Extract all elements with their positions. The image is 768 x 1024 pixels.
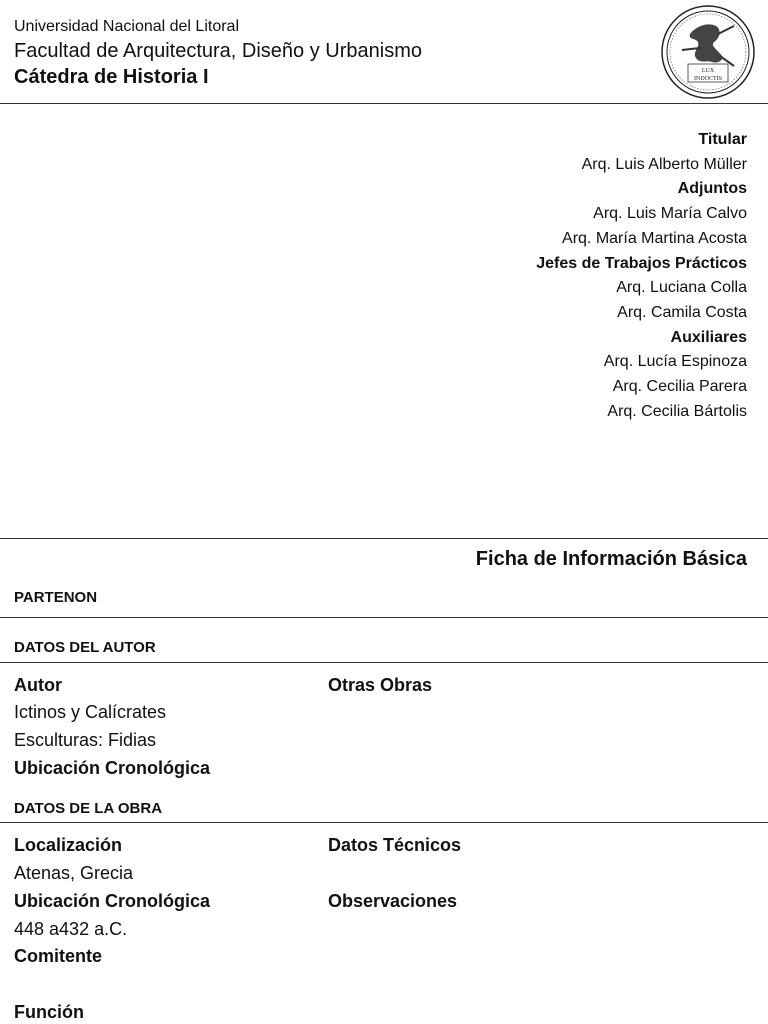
obra-section-heading: DATOS DE LA OBRA (14, 800, 163, 817)
jtp-heading: Jefes de Trabajos Prácticos (536, 254, 747, 272)
obra-ubicacion-label: Ubicación Cronológica (14, 891, 211, 911)
staff-member: Arq. María Martina Acosta (562, 229, 747, 247)
autor-section-heading: DATOS DEL AUTOR (14, 639, 156, 656)
university-name: Universidad Nacional del Litoral (14, 18, 240, 35)
seal-text-lux: LUX (701, 68, 715, 74)
university-seal-icon (660, 4, 756, 100)
localizacion-label: Localización (14, 835, 123, 855)
divider (0, 538, 768, 539)
funcion-label: Función (14, 1002, 84, 1022)
chair-name: Cátedra de Historia I (14, 66, 209, 88)
faculty-name: Facultad de Arquitectura, Diseño y Urbanismo (14, 40, 422, 62)
comitente-label: Comitente (14, 946, 103, 966)
divider (0, 822, 768, 823)
autor-ubicacion-label: Ubicación Cronológica (14, 758, 211, 778)
staff-member: Arq. Cecilia Parera (612, 378, 747, 396)
staff-member: Arq. Camila Costa (617, 303, 747, 321)
work-name: PARTENON (14, 589, 98, 606)
localizacion-value: Atenas, Grecia (14, 863, 134, 883)
autor-value: Ictinos y Calícrates (14, 702, 167, 722)
divider (0, 617, 768, 618)
autor-label: Autor (14, 675, 62, 695)
staff-member: Arq. Cecilia Bártolis (607, 402, 747, 420)
observaciones-label: Observaciones (328, 891, 458, 911)
divider (0, 662, 768, 663)
staff-list (347, 128, 747, 424)
auxiliares-heading: Auxiliares (670, 328, 747, 346)
autor-value: Esculturas: Fidias (14, 730, 157, 750)
staff-member: Arq. Luis Alberto Müller (581, 155, 747, 173)
staff-member: Arq. Luis María Calvo (593, 205, 747, 223)
datos-tecnicos-label: Datos Técnicos (328, 835, 462, 855)
otras-obras-label: Otras Obras (328, 675, 433, 695)
staff-member: Arq. Lucía Espinoza (603, 353, 747, 371)
seal-text-indoctis: INDOCTIS (694, 76, 722, 82)
titular-heading: Titular (698, 131, 747, 148)
adjuntos-heading: Adjuntos (677, 180, 747, 198)
obra-ubicacion-value: 448 a432 a.C. (14, 919, 128, 939)
page-header (0, 0, 768, 104)
staff-member: Arq. Luciana Colla (616, 279, 747, 297)
ficha-title: Ficha de Información Básica (475, 548, 747, 570)
